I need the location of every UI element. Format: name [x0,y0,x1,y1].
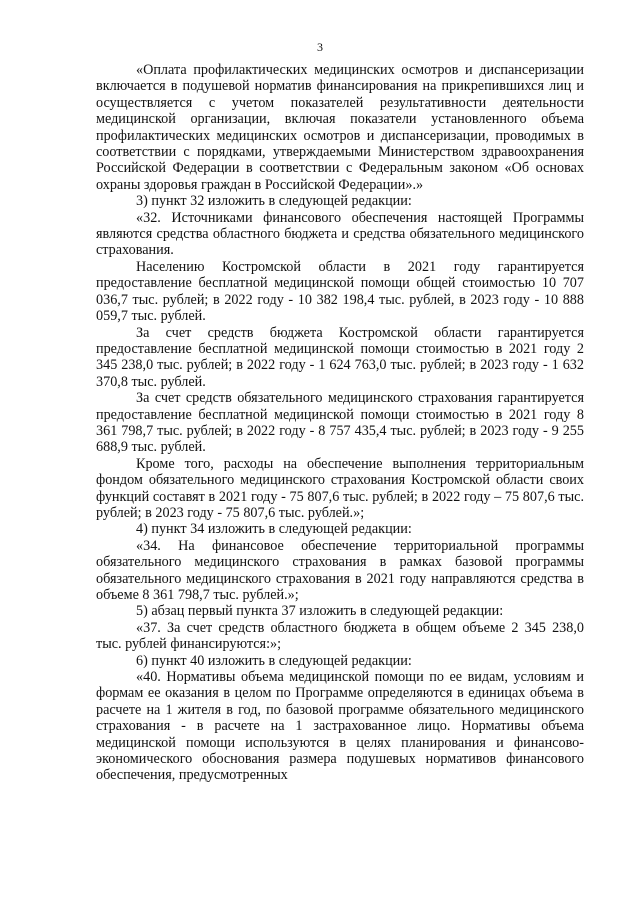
paragraph-payment-clause: «Оплата профилактических медицинских осмотров и диспансеризации включается в подушевой норматив финансирования на прикрепившихся лиц и осуществляется с учетом показателей результативности деятельности медицинской организации, включая показатели установленного объема профилактических медицинских осмотров и диспансеризации, проводимых в соответствии с порядками, утверждаемыми Министерством здравоохранения Российской Федерации в соответствии с Федеральным законом «Об основах охраны здоровья граждан в Российской Федерации».» [96,62,584,193]
page-number: 3 [317,40,323,54]
paragraph-total-cost: Населению Костромской области в 2021 году гарантируется предоставление бесплатной медицинской помощи общей стоимостью 10 707 036,7 тыс. рублей; в 2022 году - 10 382 198,4 тыс. рублей, в 2023 году - 10 888 059,7 тыс. рублей. [96,258,584,325]
paragraph-clause-37: «37. За счет средств областного бюджета в общем объеме 2 345 238,0 тыс. рублей финансируются:»; [96,619,584,653]
paragraph-item-4-intro: 4) пункт 34 изложить в следующей редакции: [136,521,412,538]
paragraph-clause-32: «32. Источниками финансового обеспечения настоящей Программы являются средства областного бюджета и средства обязательного медицинского страхования. [96,209,584,259]
paragraph-item-5-intro: 5) абзац первый пункта 37 изложить в следующей редакции: [136,603,504,620]
document-body [96,62,584,784]
paragraph-fund-expenses: Кроме того, расходы на обеспечение выполнения территориальным фондом обязательного медицинского страхования Костромской области своих функций составят в 2021 году - 75 807,6 тыс. рублей; в 2022 году – 75 807,6 тыс. рублей; в 2023 году - 75 807,6 тыс. рублей.»; [96,455,584,521]
paragraph-clause-34: «34. На финансовое обеспечение территориальной программы обязательного медицинского страхования в рамках базовой программы обязательного медицинского страхования в 2021 году направляются средства в объеме 8 361 798,7 тыс. рублей.»; [96,537,584,603]
paragraph-item-3-intro: 3) пункт 32 изложить в следующей редакции: [136,193,412,210]
paragraph-regional-budget: За счет средств бюджета Костромской области гарантируется предоставление бесплатной медицинской помощи стоимостью в 2021 году 2 345 238,0 тыс. рублей; в 2022 году - 1 624 763,0 тыс. рублей; в 2023 году - 1 632 370,8 тыс. рублей. [96,324,584,390]
paragraph-clause-40: «40. Нормативы объема медицинской помощи по ее видам, условиям и формам ее оказания в целом по Программе определяются в единицах объема в расчете на 1 жителя в год, по базовой программе обязательного медицинского страхования - в расчете на 1 застрахованное лицо. Нормативы объема медицинской помощи используются в целях планирования и финансово-экономического обоснования размера подушевых нормативов финансового обеспечения, предусмотренных [96,669,584,784]
paragraph-item-6-intro: 6) пункт 40 изложить в следующей редакции: [136,652,412,669]
paragraph-oms-funds: За счет средств обязательного медицинского страхования гарантируется предоставление бесплатной медицинской помощи стоимостью в 2021 году 8 361 798,7 тыс. рублей; в 2022 году - 8 757 435,4 тыс. рублей; в 2023 году - 9 255 688,9 тыс. рублей. [96,390,584,456]
